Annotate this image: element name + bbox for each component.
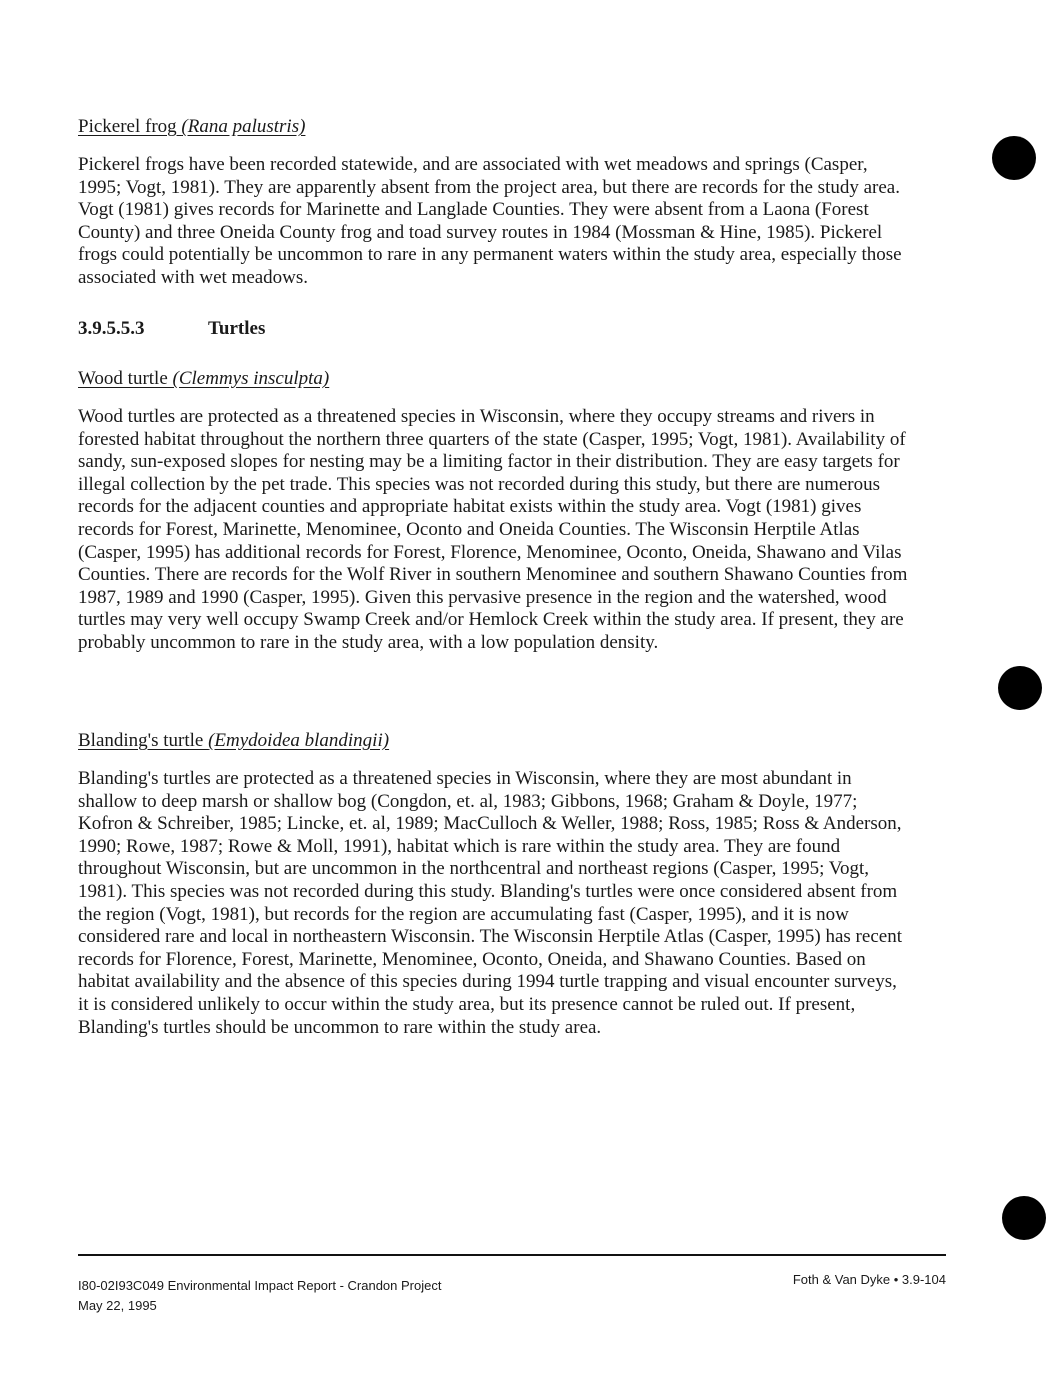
section-title: Turtles — [208, 318, 266, 339]
binder-hole-middle — [998, 666, 1042, 710]
footer-divider — [78, 1254, 946, 1256]
pickerel-frog-scientific-name: (Rana palustris) — [181, 116, 306, 137]
blandings-turtle-scientific-name: (Emydoidea blandingii) — [208, 730, 390, 751]
footer-date: May 22, 1995 — [78, 1298, 157, 1313]
blandings-turtle-heading — [78, 730, 389, 752]
binder-hole-top — [992, 136, 1036, 180]
binder-hole-bottom — [1002, 1196, 1046, 1240]
blandings-turtle-common-name: Blanding's turtle — [78, 730, 209, 751]
wood-turtle-paragraph: Wood turtles are protected as a threatened species in Wisconsin, where they occupy streams and rivers in forested habitat throughout the northern three quarters of the state (Casper, 1995; Vogt, 1981). Availability of sandy, sun-exposed slopes for nesting may be a limiting factor in their distribution. They are easy targets for illegal collection by the pet trade. This species was not recorded during this study, but there are numerous records for the adjacent counties and appropriate habitat exists within the study area. Vogt (1981) gives records for Forest, Marinette, Menominee, Oconto and Oneida Counties. The Wisconsin Herptile Atlas (Casper, 1995) has additional records for Forest, Florence, Menominee, Oconto, Oneida, Shawano and Vilas Counties. There are records for the Wolf River in southern Menominee and southern Shawano Counties from 1987, 1989 and 1990 (Casper, 1995). Given this pervasive presence in the region and the watershed, wood turtles may very well occupy Swamp Creek and/or Hemlock Creek within the study area. If present, they are probably uncommon to rare in the study area, with a low population density. — [78, 406, 908, 653]
blandings-turtle-paragraph: Blanding's turtles are protected as a threatened species in Wisconsin, where they are most abundant in shallow to deep marsh or shallow bog (Congdon, et. al, 1983; Gibbons, 1968; Graham & Doyle, 1977; Kofron & Schreiber, 1985; Lincke, et. al, 1989; MacCulloch & Weller, 1988; Ross, 1985; Ross & Anderson, 1990; Rowe, 1987; Rowe & Moll, 1991), habitat which is rare within the study area. They are found throughout Wisconsin, but are uncommon in the northcentral and northeast regions (Casper, 1995; Vogt, 1981). This species was not recorded during this study. Blanding's turtles were once considered absent from the region (Vogt, 1981), but records for the region are accumulating fast (Casper, 1995), and it is now considered rare and local in northeastern Wisconsin. The Wisconsin Herptile Atlas (Casper, 1995) has recent records for Florence, Forest, Marinette, Menominee, Oconto, Oneida, and Shawano Counties. Based on habitat availability and the absence of this species during 1994 turtle trapping and visual encounter surveys, it is considered unlikely to occur within the study area, but its presence cannot be ruled out. If present, Blanding's turtles should be uncommon to rare within the study area. — [78, 768, 902, 1038]
wood-turtle-heading — [78, 368, 329, 390]
footer-page-reference: Foth & Van Dyke • 3.9-104 — [792, 1272, 946, 1287]
footer-document-id: I80-02I93C049 Environmental Impact Report - Crandon Project — [78, 1278, 442, 1293]
pickerel-frog-heading — [78, 116, 305, 138]
wood-turtle-common-name: Wood turtle — [78, 368, 173, 389]
pickerel-frog-common-name: Pickerel frog — [78, 116, 182, 137]
pickerel-frog-paragraph: Pickerel frogs have been recorded statewide, and are associated with wet meadows and springs (Casper, 1995; Vogt, 1981). They are apparently absent from the project area, but there are records for the study area. Vogt (1981) gives records for Marinette and Langlade Counties. They were absent from a Laona (Forest County) and three Oneida County frog and toad survey routes in 1984 (Mossman & Hine, 1985). Pickerel frogs could potentially be uncommon to rare in any permanent waters within the study area, especially those associated with wet meadows. — [78, 154, 902, 288]
section-number: 3.9.5.5.3 — [78, 318, 145, 339]
footer-left — [78, 1276, 441, 1316]
wood-turtle-scientific-name: (Clemmys insculpta) — [172, 368, 330, 389]
